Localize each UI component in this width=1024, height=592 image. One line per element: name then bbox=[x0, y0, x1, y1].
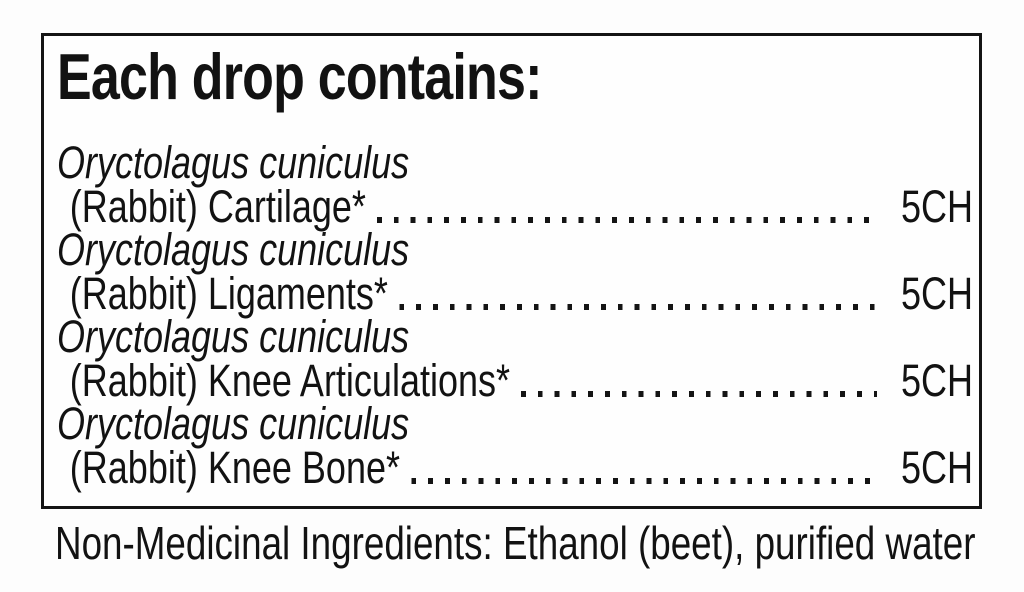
ingredient-potency: 5CH bbox=[900, 354, 973, 406]
ingredient-latin-name: Oryctolagus cuniculus bbox=[57, 398, 410, 449]
ingredient-potency: 5CH bbox=[900, 180, 973, 232]
ingredient-name: (Rabbit) Ligaments* bbox=[69, 267, 388, 319]
ingredient-row bbox=[57, 354, 973, 406]
ingredient-latin-name: Oryctolagus cuniculus bbox=[57, 311, 410, 362]
ingredients-list bbox=[57, 137, 973, 493]
ingredient-row bbox=[57, 267, 973, 319]
non-medicinal-ingredients-text: Non-Medicinal Ingredients: Ethanol (beet), purified water bbox=[55, 517, 976, 569]
ingredient-latin-name: Oryctolagus cuniculus bbox=[57, 224, 410, 275]
ingredient-name: (Rabbit) Cartilage* bbox=[69, 180, 366, 232]
ingredients-panel bbox=[41, 33, 982, 509]
ingredient-row bbox=[57, 180, 973, 232]
ingredient-item bbox=[57, 398, 973, 493]
ingredient-potency: 5CH bbox=[900, 441, 973, 493]
ingredient-potency: 5CH bbox=[900, 267, 973, 319]
ingredient-item bbox=[57, 224, 973, 319]
ingredient-name: (Rabbit) Knee Articulations* bbox=[69, 354, 511, 406]
dot-leader bbox=[399, 304, 877, 310]
ingredient-item bbox=[57, 137, 973, 232]
ingredient-item bbox=[57, 311, 973, 406]
ingredient-row bbox=[57, 441, 973, 493]
panel-title: Each drop contains: bbox=[57, 40, 542, 113]
dot-leader bbox=[521, 391, 877, 397]
dot-leader bbox=[377, 217, 877, 223]
dot-leader bbox=[411, 478, 877, 484]
ingredient-latin-name: Oryctolagus cuniculus bbox=[57, 137, 410, 188]
ingredient-name: (Rabbit) Knee Bone* bbox=[69, 441, 401, 493]
